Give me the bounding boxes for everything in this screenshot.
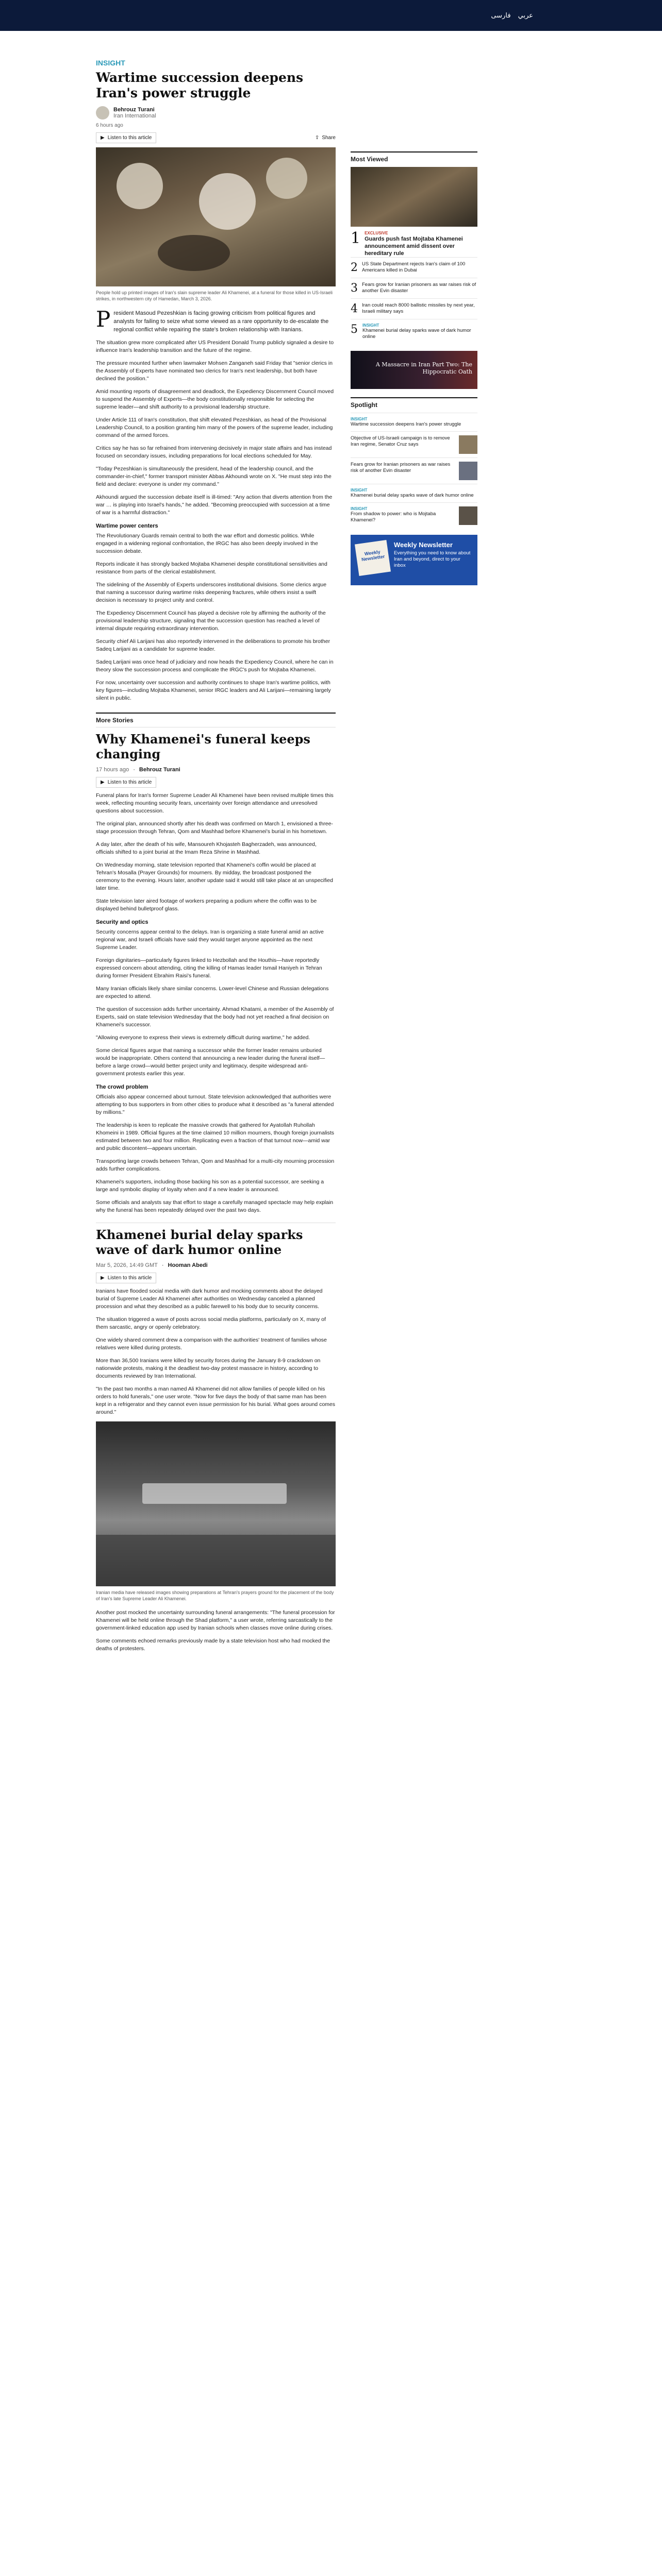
envelope-label: Weekly Newsletter [361, 549, 385, 563]
byline-separator: · [133, 767, 135, 773]
listen-button[interactable] [96, 132, 156, 143]
body-paragraph: Khamenei's supporters, including those backing his son as a potential successor, are seeking a large and symbolic display of loyalty when and if a new leader is announced. [96, 1179, 324, 1193]
insight-tag: INSIGHT [351, 506, 368, 511]
story-title[interactable]: Why Khamenei's funeral keeps changing [96, 732, 310, 761]
body-paragraph: Some officials and analysts say that effort to stage a carefully managed spectacle may help explain why the funeral has been repeatedly delayed over the past two days. [96, 1199, 334, 1213]
body-paragraph: The original plan, announced shortly after his death was confirmed on March 1, envisioned a three-stage procession through Tehran, Qom and Mashhad before Khamenei's burial in his hometown. [96, 821, 333, 835]
body-paragraph: The sidelining of the Assembly of Experts underscores institutional divisions. Some clerics argue that naming a successor during wartime risks deepening fractures, while others insist a swift decision is necessary to project unity and control. [96, 582, 327, 603]
share-button[interactable] [315, 135, 336, 141]
subhead: Security and optics [96, 919, 148, 925]
body-paragraph: Security chief Ali Larijani has also reportedly intervened in the deliberations to promote his brother Sadeq Larijani as a candidate for supreme leader. [96, 638, 330, 652]
body-paragraph: "Today Pezeshkian is simultaneously the president, head of the leadership council, and the commander-in-chief," former transport minister Abbas Akhoundi wrote on X. "He must step into the field and declare: everyone is under my command." [96, 466, 332, 487]
body-paragraph: Some clerical figures argue that naming a successor while the former leader remains unburied would be inappropriate. Others contend that announcing a new leader during the funeral itself—before a large crowd—would better project unity and legitimacy, despite widespread anti-government protests earlier this year. [96, 1047, 325, 1077]
body-paragraph: "Allowing everyone to express their views is extremely difficult during wartime," he added. [96, 1035, 310, 1041]
article-time: 6 hours ago [96, 123, 123, 128]
body-paragraph: Sadeq Larijani was once head of judiciary and now heads the Expediency Council, where he can in theory slow the succession process and complicate the IRGC's push for Mojtaba Khamenei. [96, 659, 334, 673]
body-paragraph: "In the past two months a man named Ali Khamenei did not allow families of people killed on his orders to hold funerals," one user wrote. "Now for five days the body of that same man has been kept in a refrigerator and they cannot even issue permission for his burial. What goes around comes around." [96, 1386, 335, 1415]
body-paragraph: Funeral plans for Iran's former Supreme Leader Ali Khamenei have been revised multiple times this week, reflecting mounting security fears, uncertainty over foreign attendance and unresolved questions about succession. [96, 792, 334, 814]
author-block [96, 767, 336, 773]
body-paragraph: More than 36,500 Iranians were killed by security forces during the January 8-9 crackdown on nationwide protests, making it the deadliest two-day protest massacre in history, according to documents reviewed by Iran International. [96, 1358, 321, 1379]
portrait-placard [266, 158, 307, 199]
body-paragraph: The Revolutionary Guards remain central to both the war effort and domestic politics. While engaged in a widening regional confrontation, the IRGC has also been deeply involved in the succession debate. [96, 533, 318, 554]
insight-tag: INSIGHT [351, 417, 368, 421]
body-paragraph: The situation triggered a wave of posts across social media platforms, particularly on X, many of them sarcastic, angry or openly celebratory. [96, 1316, 326, 1330]
spotlight-thumbnail [459, 462, 477, 480]
prayer-ground-image [96, 1421, 336, 1586]
listen-label: Listen to this article [107, 779, 152, 785]
most-viewed-item[interactable] [351, 278, 477, 298]
body-paragraph: On Wednesday morning, state television reported that Khamenei's coffin would be placed at Tehran's Mosalla (Prayer Grounds) for mourners. By midday, the broadcast postponed the ceremony to the evening. Hours later, another update said it would still take place at an unspecified later time. [96, 862, 333, 891]
story-title[interactable]: Khamenei burial delay sparks wave of dark humor online [96, 1227, 303, 1257]
spotlight-item[interactable] [351, 413, 477, 431]
exclusive-tag: EXCLUSIVE [365, 231, 388, 235]
hero-image [96, 147, 336, 286]
body-paragraph: The pressure mounted further when lawmaker Mohsen Zanganeh said Friday that "senior clerics in the Assembly of Experts have nominated two clerics for Iran's next leadership, but both have declined the position." [96, 360, 333, 382]
body-paragraph: Officials also appear concerned about turnout. State television acknowledged that authorities were attempting to bus supporters in from other cities to produce what it described as "a funeral attended by millions." [96, 1094, 334, 1115]
listen-button[interactable] [96, 1273, 156, 1283]
rank-number: 2 [351, 261, 358, 274]
share-icon: ⇪ [315, 135, 320, 141]
author-role: Iran International [113, 113, 156, 119]
crowd-shape [158, 235, 230, 271]
story-author[interactable]: Behrouz Turani [139, 767, 180, 773]
article-actions [96, 1273, 336, 1283]
most-viewed-item[interactable] [351, 319, 477, 344]
promo-text: A Massacre in Iran Part Two: The Hippocratic Oath [375, 361, 472, 375]
play-icon: ▶ [101, 779, 105, 785]
most-viewed-image[interactable] [351, 167, 477, 227]
play-icon: ▶ [101, 1275, 105, 1281]
main-column [96, 31, 336, 1658]
spotlight-title[interactable]: Wartime succession deepens Iran's power struggle [351, 421, 461, 427]
spotlight-item[interactable] [351, 431, 477, 457]
rank-number: 1 [351, 229, 361, 247]
listen-label: Listen to this article [107, 1275, 152, 1281]
subhead: Wartime power centers [96, 523, 158, 529]
more-stories-label: More Stories [96, 713, 336, 727]
rank-number: 3 [351, 282, 358, 295]
body-paragraph: State television later aired footage of workers preparing a podium where the coffin was to be displayed behind bulletproof glass. [96, 898, 317, 912]
insight-tag: INSIGHT [351, 488, 368, 493]
rank-number: 4 [351, 302, 358, 315]
newsletter-title: Weekly Newsletter [394, 541, 453, 549]
body-paragraph: A day later, after the death of his wife, Mansoureh Khojasteh Bagherzadeh, was announced, officials shifted to a joint burial at the Imam Reza Shrine in Mashhad. [96, 841, 317, 855]
insight-tag: INSIGHT [362, 323, 379, 328]
author-block [96, 1262, 336, 1268]
byline-separator: · [161, 1262, 164, 1268]
body-paragraph: Transporting large crowds between Tehran, Qom and Mashhad for a multi-city mourning procession adds further complications. [96, 1158, 335, 1172]
most-viewed-item[interactable] [351, 298, 477, 319]
listen-label: Listen to this article [107, 135, 152, 141]
article-title: Wartime succession deepens Iran's power struggle [96, 70, 304, 100]
spotlight-item[interactable] [351, 484, 477, 502]
image-caption: Iranian media have released images showing preparations at Tehran's prayers ground for the placement of the body of Iran's late Supreme Leader Ali Khamenei. [96, 1590, 334, 1601]
rank-number: 5 [351, 323, 358, 336]
body-paragraph: For now, uncertainty over succession and authority continues to shape Iran's wartime politics, with key figures—including Mojtaba Khamenei, senior IRGC leaders and Ali Larijani—remaining largely silent in public. [96, 680, 331, 701]
most-viewed-title[interactable]: Khamenei burial delay sparks wave of dark humor online [362, 328, 471, 340]
body-paragraph: Another post mocked the uncertainty surrounding funeral arrangements: "The funeral procession for Khamenei will be held online through the Shad platform," a user wrote, referring sarcastically to the government-linked education app used by Iranian schools when classes move online during crises. [96, 1609, 335, 1631]
subhead: The crowd problem [96, 1084, 148, 1090]
lede-text: resident Masoud Pezeshkian is facing growing criticism from political figures and analysts for failing to seize what some viewed as a rare opportunity to de-escalate the regional conflict while repairing the state's broken relationship with Iranians. [113, 310, 329, 333]
stage-shape [142, 1483, 287, 1504]
body-paragraph: Foreign dignitaries—particularly figures linked to Hezbollah and the Houthis—have reportedly expressed concern about attending, citing the killing of Hamas leader Ismail Haniyeh in Tehran during former President Ebrahim Raisi's funeral. [96, 957, 322, 979]
spotlight-thumbnail [459, 506, 477, 525]
spotlight-title[interactable]: Objective of US-Israeli campaign is to remove Iran regime, Senator Cruz says [351, 435, 450, 447]
spotlight-label: Spotlight [351, 397, 477, 409]
author-avatar [96, 106, 109, 120]
sidebar [351, 151, 477, 585]
body-paragraph: Iranians have flooded social media with dark humor and mocking comments about the delayed burial of Supreme Leader Ali Khamenei after authorities on Wednesday canceled a planned procession and what they described as a public farewell to his body due to security concerns. [96, 1288, 323, 1310]
article-actions [96, 777, 336, 788]
body-paragraph: Many Iranian officials likely share similar concerns. Lower-level Chinese and Russian delegations are expected to attend. [96, 986, 329, 999]
body-paragraph: Amid mounting reports of disagreement and deadlock, the Expediency Discernment Council moved to suspend the Assembly of Experts—the body constitutionally responsible for selecting the supreme leader—and shift authority to a provisional leadership structure. [96, 388, 334, 410]
body-paragraph: Security concerns appear central to the delays. Iran is organizing a state funeral amid an active regional war, and Israeli officials have said they would target anyone appointed as the next Supreme Leader. [96, 929, 324, 951]
body-paragraph: The question of succession adds further uncertainty. Ahmad Khatami, a member of the Assembly of Experts, said on state television Wednesday that the body had not yet reached a final decision on Khamenei's successor. [96, 1006, 334, 1028]
spotlight-item[interactable] [351, 457, 477, 484]
spotlight-title[interactable]: From shadow to power: who is Mojtaba Khamenei? [351, 511, 436, 523]
play-icon: ▶ [101, 135, 105, 141]
author-block [96, 106, 336, 120]
most-viewed-label: Most Viewed [351, 151, 477, 163]
listen-button[interactable] [96, 777, 156, 788]
most-viewed-title[interactable]: US State Department rejects Iran's claim of 100 Americans killed in Dubai [362, 261, 466, 273]
most-viewed-item[interactable] [351, 257, 477, 278]
most-viewed-title[interactable]: Fears grow for Iranian prisoners as war raises risk of another Evin disaster [362, 282, 476, 294]
body-paragraph: Akhoundi argued the succession debate itself is ill-timed: "Any action that diverts attention from the war … is playing into Israel's hands," he added. "Becoming preoccupied with succession at a time of war is a harmful distraction." [96, 494, 333, 516]
author-name[interactable]: Behrouz Turani [113, 107, 155, 113]
most-viewed-lead-title[interactable]: Guards push fast Mojtaba Khamenei announcement amid dissent over hereditary rule [365, 236, 463, 257]
story-time: Mar 5, 2026, 14:49 GMT [96, 1262, 158, 1268]
portrait-placard [199, 173, 256, 230]
documentary-promo[interactable] [351, 351, 477, 389]
body-paragraph: The leadership is keen to replicate the massive crowds that gathered for Ayatollah Ruhollah Khomeini in 1989. Official figures at the time claimed 10 million mourners, though foreign journalists estimated between two and four million. Replicating even a fraction of that turnout now—amid war and public discontent—appears uncertain. [96, 1122, 335, 1151]
article-actions [96, 132, 336, 143]
top-bar [0, 0, 662, 31]
body-paragraph: Critics say he has so far refrained from intervening decisively in major state affairs and has instead focused on secondary issues, including preparations for local elections scheduled for May. [96, 445, 332, 459]
spotlight-thumbnail [459, 435, 477, 454]
body-paragraph: The Expediency Discernment Council has played a decisive role by affirming the authority of the provisional leadership structure, signaling that the succession question has reached a level of internal dispute requiring extraordinary intervention. [96, 610, 326, 632]
drop-cap: P [96, 307, 111, 332]
portrait-placard [117, 163, 163, 209]
article-kicker: INSIGHT [96, 59, 125, 67]
body-paragraph: One widely shared comment drew a comparison with the authorities' treatment of families whose relatives were killed during protests. [96, 1337, 327, 1351]
lang-ar-link[interactable]: عربي [518, 11, 533, 19]
body-paragraph: Under Article 111 of Iran's constitution, that shift elevated Pezeshkian, as head of the Provisional Leadership Council, to a position granting him many of the powers of the supreme leader, including command of the armed forces. [96, 417, 333, 438]
spotlight-title[interactable]: Fears grow for Iranian prisoners as war raises risk of another Evin disaster [351, 462, 451, 473]
lede-paragraph [96, 309, 336, 334]
spotlight-title[interactable]: Khamenei burial delay sparks wave of dark humor online [351, 493, 474, 498]
newsletter-subtitle: Everything you need to know about Iran and beyond, direct to your inbox [394, 550, 471, 568]
most-viewed-title[interactable]: Iran could reach 8000 ballistic missiles by next year, Israeli military says [362, 302, 475, 314]
body-paragraph: The situation grew more complicated after US President Donald Trump publicly signaled a desire to influence Iran's leadership transition and the future of the regime. [96, 340, 334, 353]
most-viewed-lead[interactable] [351, 231, 477, 257]
language-switcher [491, 11, 533, 20]
story-author[interactable]: Hooman Abedi [168, 1262, 208, 1268]
share-label: Share [322, 135, 336, 141]
ground-shape [96, 1535, 336, 1586]
story-time: 17 hours ago [96, 767, 129, 773]
newsletter-promo[interactable] [351, 535, 477, 585]
lang-fa-link[interactable]: فارسی [491, 11, 511, 19]
body-paragraph: Reports indicate it has strongly backed Mojtaba Khamenei despite constitutional sensitivities and resistance from parts of the clerical establishment. [96, 561, 327, 575]
spotlight-item[interactable] [351, 502, 477, 529]
hero-caption: People hold up printed images of Iran's slain supreme leader Ali Khamenei, at a funeral for those killed in US-Israeli strikes, in northwestern city of Hamedan, March 3, 2026. [96, 290, 333, 301]
body-paragraph: Some comments echoed remarks previously made by a state television host who had mocked the deaths of protesters. [96, 1638, 330, 1652]
